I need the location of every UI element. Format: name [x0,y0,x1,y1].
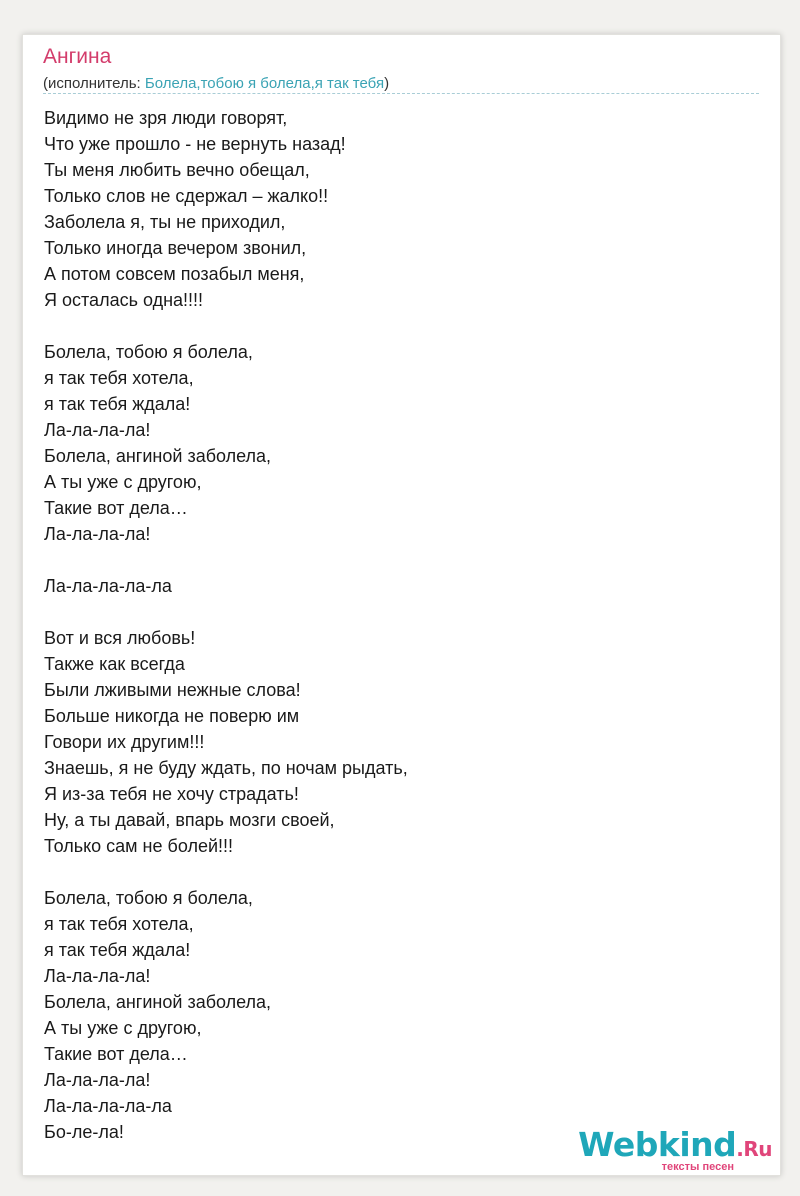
lyric-line: Говори их другим!!! [44,732,205,752]
lyric-line: Ты меня любить вечно обещал, [44,160,310,180]
lyrics-stanza [44,625,744,859]
artist-line [43,75,389,92]
lyric-line: Болела, ангиной заболела, [44,446,272,466]
lyrics-stanza [44,885,744,1145]
lyric-line: Такие вот дела… [44,1044,188,1064]
site-watermark [578,1127,772,1173]
lyric-line: я так тебя хотела, [44,368,194,388]
lyric-line: Ла-ла-ла-ла-ла [44,1096,172,1116]
lyric-line: Были лживыми нежные слова! [44,680,301,700]
lyric-line: Ла-ла-ла-ла! [44,1070,151,1090]
lyrics-stanza [44,105,744,313]
lyric-line: я так тебя ждала! [44,394,191,414]
lyric-line: Только сам не болей!!! [44,836,234,856]
lyric-line: Ла-ла-ла-ла! [44,966,151,986]
lyric-line: Такие вот дела… [44,498,188,518]
logo-subtitle: тексты песен [661,1161,734,1173]
lyric-line: я так тебя ждала! [44,940,191,960]
lyric-line: А ты уже с другою, [44,472,202,492]
lyric-line: А потом совсем позабыл меня, [44,264,305,284]
lyric-line: Болела, тобою я болела, [44,888,253,908]
lyric-line: Болела, ангиной заболела, [44,992,272,1012]
artist-suffix: ) [384,75,390,92]
lyric-line: А ты уже с другою, [44,1018,202,1038]
lyric-line: Ла-ла-ла-ла-ла [44,576,172,596]
artist-prefix: (исполнитель: [43,75,145,92]
lyric-line: Заболела я, ты не приходил, [44,212,286,232]
lyric-line: Болела, тобою я болела, [44,342,253,362]
lyrics-stanza [44,573,744,599]
artist-link[interactable]: Болела,тобою я болела,я так тебя [144,75,385,92]
logo-text: Webkind [578,1125,737,1164]
logo-domain: .Ru [736,1137,772,1161]
lyric-line: Только иногда вечером звонил, [44,238,307,258]
lyric-line: я так тебя хотела, [44,914,194,934]
lyric-line: Больше никогда не поверю им [44,706,300,726]
header-divider [43,93,759,94]
lyric-line: Видимо не зря люди говорят, [44,108,288,128]
lyric-line: Ну, а ты давай, впарь мозги своей, [44,810,335,830]
lyric-line: Я осталась одна!!!! [44,290,204,310]
lyrics-body [44,105,744,1171]
lyric-line: Я из-за тебя не хочу страдать! [44,784,299,804]
lyric-line: Вот и вся любовь! [44,628,196,648]
lyrics-stanza [44,339,744,547]
lyric-line: Знаешь, я не буду ждать, по ночам рыдать, [44,758,408,778]
lyric-line: Бо-ле-ла! [44,1122,124,1142]
lyric-line: Только слов не сдержал – жалко!! [44,186,329,206]
lyric-line: Также как всегда [44,654,185,674]
lyric-line: Ла-ла-ла-ла! [44,420,151,440]
lyrics-card [22,34,781,1176]
lyric-line: Ла-ла-ла-ла! [44,524,151,544]
song-title: Ангина [43,45,112,68]
lyric-line: Что уже прошло - не вернуть назад! [44,134,346,154]
